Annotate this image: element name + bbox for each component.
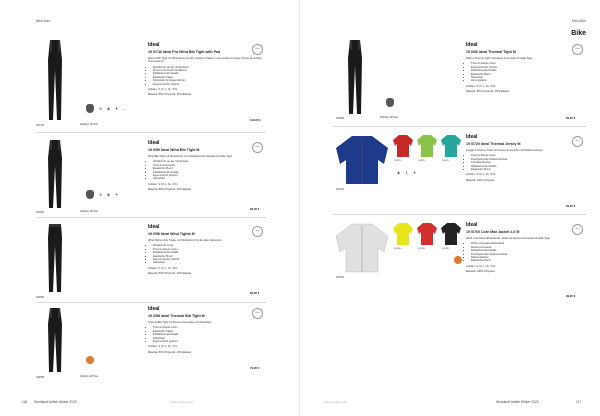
- product-description: Wind- und wasserabweisende Jacke mit Fleece-Innenseite für kalte Tage.: [466, 237, 551, 240]
- product-brand: Ideal: [466, 134, 478, 140]
- feature-item: • Ergonomisch geformt: [153, 340, 266, 343]
- product-name: 19 0/746 Ideal Pro Wind Bib Tight with Pad: [148, 50, 221, 54]
- feature-item: • Thermo-Fleece innen: [153, 326, 266, 329]
- feature-item: • Elastische Träger: [153, 76, 266, 79]
- feature-item: • Wind- und wasserabweisend: [471, 242, 570, 245]
- divider: [332, 126, 586, 127]
- feature-item: • Thermo-Innenseite: [153, 164, 266, 167]
- stretch-icon: ↔: [122, 106, 127, 111]
- feature-item: • Windschutz an der Vorderseite: [153, 66, 266, 69]
- image-label-7: 190760: [336, 276, 344, 279]
- feature-item: • Reflektierende Details: [471, 249, 570, 252]
- product-name: 19 0/760 Core Max Jacket 2.0 M: [466, 230, 520, 234]
- color-label: 190720: [394, 160, 402, 162]
- feature-item: • Rückentaschen: [471, 256, 570, 259]
- product-sizes: Größen: S, M, L, XL, XXL: [148, 182, 178, 186]
- jacket-color-black: [440, 222, 462, 246]
- feature-item: • Elastischer Bund: [471, 73, 570, 76]
- product-block-6: [466, 134, 570, 182]
- pad-label-2: Padding: GP Pad: [80, 211, 98, 213]
- feature-item: • Sitzpolster: [153, 261, 266, 264]
- jersey-color-red: [392, 134, 414, 158]
- feature-item: • Elastische Träger: [153, 330, 266, 333]
- feature-icons-2: [98, 192, 119, 197]
- feature-item: • Thermo-Fleece innen: [153, 248, 266, 251]
- product-name: 19 0/58 Ideal Thermal Bib Tight M: [148, 314, 205, 318]
- product-material: Material: 80% Polyamid, 20% Elastan: [148, 272, 192, 276]
- product-brand: Ideal: [148, 306, 160, 312]
- brand-badge-icon: Ideal: [252, 44, 263, 55]
- tight-image-5: [344, 40, 366, 116]
- product-sizes: Größen: S, M, L, XL, XXL: [466, 173, 496, 177]
- brand-badge-icon: Ideal: [252, 142, 263, 153]
- product-description: Wind-Tights ohne Träger mit Windschutz für die kalte Jahreszeit.: [148, 239, 223, 242]
- product-price: 89,95 €: [250, 291, 260, 295]
- product-description: Warme Thermo-Tight mit Fleece-Innenseite für kalte Tage.: [466, 57, 533, 60]
- tight-image-3: [44, 224, 66, 294]
- product-name: 19 0/720 Ideal Thermal Jersey M: [466, 142, 521, 146]
- product-price: 69,95 €: [566, 116, 576, 120]
- product-price: 119,95 €: [250, 118, 261, 122]
- brand-badge-icon: Ideal: [252, 308, 263, 319]
- feature-item: • Sitzpolster für lange Fahrten: [153, 79, 266, 82]
- product-name: 19 0/56 Ideal Thermal Tight M: [466, 50, 516, 54]
- product-brand: Ideal: [148, 224, 160, 230]
- wind-icon: ≋: [98, 192, 103, 197]
- feature-item: • Ergonomisch geformt: [153, 174, 266, 177]
- jersey-color-teal: [440, 134, 462, 158]
- feature-item: • Ergonomischer Schnitt: [471, 66, 570, 69]
- feature-list: [466, 62, 570, 82]
- section-title: Bike: [571, 30, 586, 37]
- feature-item: • 3 Rückentaschen: [471, 161, 570, 164]
- product-material: Material: 100% Polyester: [466, 178, 495, 182]
- color-label: 190762: [442, 248, 450, 250]
- feature-list: [466, 154, 570, 171]
- product-sizes: Größen: S, M, L, XL, XXL: [466, 264, 496, 268]
- feature-item: • Reflektierende Details: [153, 171, 266, 174]
- feature-item: • Ergonomischer Schnitt: [153, 258, 266, 261]
- jersey-color-green: [416, 134, 438, 158]
- pad-icon: [86, 356, 94, 364]
- right-page-footer: Worldsurf Artikel Winter 2023: [496, 400, 539, 404]
- pad-label-1: Padding: GP Pad: [80, 124, 98, 126]
- right-page-footer-note: Preise in Euro inkl.: [324, 400, 348, 404]
- product-brand: Ideal: [148, 140, 160, 146]
- feature-item: • Reflektierende Details: [153, 251, 266, 254]
- feature-item: • Sitzpolster: [471, 76, 570, 79]
- image-label-1: 190746: [36, 124, 44, 127]
- feature-item: • Elastischer Bund: [153, 255, 266, 258]
- feature-badge-icon: [454, 256, 462, 264]
- brand-badge-icon: Ideal: [572, 136, 583, 147]
- bib-tight-image-4: [44, 308, 66, 374]
- product-block-2: [148, 140, 266, 191]
- left-page-footer: Worldsurf Artikel Winter 2023: [34, 400, 77, 404]
- color-label: 190760: [394, 248, 402, 250]
- product-material: Material: 85% Polyamid, 15% Elastan: [466, 90, 510, 94]
- product-description: Wind-Bib-Tight mit Windschutz und reflektierenden Details für kühle Tage.: [148, 155, 233, 158]
- left-page-footer-note: Preise in Euro inkl.: [170, 400, 194, 404]
- product-price: 99,95 €: [250, 207, 260, 211]
- color-label: 190722: [442, 160, 450, 162]
- right-page-number: 117: [576, 400, 582, 404]
- image-label-6: 190720: [336, 188, 344, 191]
- image-label-4: 190058: [36, 376, 44, 379]
- product-material: Material: 100% Polyester: [466, 270, 495, 274]
- pad-icon: [86, 104, 94, 113]
- product-block-4: [148, 306, 266, 354]
- bib-tight-image-1: [44, 40, 66, 122]
- feature-item: • Thermo-Fleece innen: [471, 154, 570, 157]
- feature-list: [466, 242, 570, 262]
- divider: [36, 132, 266, 133]
- product-material: Material: 85% Polyamid, 15% Elastan: [148, 93, 192, 97]
- product-block-1: [148, 42, 266, 97]
- pad-icon: [86, 190, 94, 199]
- jacket-image-main: [334, 222, 390, 274]
- feature-item: • Sitzpolster: [153, 177, 266, 180]
- pad-label-5: Padding: GP Pad: [380, 117, 398, 119]
- brand-badge-icon: Ideal: [252, 226, 263, 237]
- jersey-image-main: [334, 134, 390, 186]
- product-name: 19 0/50 Ideal Wind Bib Tight M: [148, 148, 200, 152]
- product-block-5: [466, 42, 570, 93]
- jacket-color-yellow: [392, 222, 414, 246]
- feature-list: [148, 326, 266, 343]
- product-brand: Ideal: [148, 42, 160, 48]
- feature-icons-1: [98, 106, 127, 111]
- divider: [332, 214, 586, 215]
- left-page-number: 116: [22, 400, 28, 404]
- feature-item: • Fleece-Innenseite: [471, 246, 570, 249]
- feature-item: • Reflektierende Details: [153, 72, 266, 75]
- product-price: 59,95 €: [566, 204, 576, 208]
- thermo-icon: ◈: [106, 106, 111, 111]
- feature-item: • Windschutz vorne: [153, 244, 266, 247]
- product-material: Material: 80% Polyamid, 20% Elastan: [148, 350, 192, 354]
- reflect-icon: ✦: [114, 192, 119, 197]
- right-page-header: Man Bike: [571, 19, 586, 23]
- feature-item: • Durchgehender Reißverschluss: [471, 158, 570, 161]
- divider: [36, 217, 266, 218]
- feature-item: • Elastischer Bund: [471, 168, 570, 171]
- reflect-icon: ✦: [412, 170, 417, 175]
- pad-label-4: Padding: GP Pad: [80, 376, 98, 378]
- right-page: [300, 0, 600, 416]
- product-brand: Ideal: [466, 222, 478, 228]
- product-brand: Ideal: [466, 42, 478, 48]
- feature-item: • Atmungsaktiv: [471, 79, 570, 82]
- product-description: Warme Bib-Tight mit Windschutz an den vorderen Partien, Innenpolster für lange Touren bei kühlen Temperaturen.: [148, 57, 262, 64]
- feature-icons-6: [396, 170, 417, 175]
- image-label-5: 190056: [336, 117, 344, 120]
- product-price: 79,95 €: [250, 366, 260, 370]
- feature-item: • Ergonomischer Schnitt: [153, 83, 266, 86]
- product-block-3: [148, 224, 266, 275]
- reflect-icon: ✦: [114, 106, 119, 111]
- wind-icon: ≋: [98, 106, 103, 111]
- product-name: 19 0/56 Ideal Wind Tights M: [148, 232, 195, 236]
- feature-item: • Reflektierende Details: [471, 165, 570, 168]
- feature-item: • Elastischer Bund: [471, 259, 570, 262]
- pad-icon: [386, 98, 394, 107]
- feature-item: • Sitzpolster: [153, 337, 266, 340]
- product-sizes: Größen: S, M, L, XL, XXL: [466, 84, 496, 88]
- bib-tight-image-2: [44, 140, 66, 210]
- image-label-3: 190056: [36, 296, 44, 299]
- divider: [36, 302, 266, 303]
- brand-badge-icon: Ideal: [572, 44, 583, 55]
- product-description: Thermo-Bib-Tight mit Fleece-Innenseite und Sitzpolster.: [148, 321, 213, 324]
- product-block-7: [466, 222, 570, 273]
- feature-list: [148, 160, 266, 180]
- product-sizes: Größen: S, M, L, XL, XXL: [148, 345, 178, 349]
- color-label: 190721: [418, 160, 426, 162]
- feature-list: [148, 244, 266, 264]
- color-label: 190761: [418, 248, 426, 250]
- brand-badge-icon: Ideal: [572, 224, 583, 235]
- thermo-icon: ◈: [106, 192, 111, 197]
- zip-icon: ⇕: [404, 170, 409, 175]
- feature-item: • Reflektierende Details: [153, 333, 266, 336]
- feature-item: • Fleece-Innenseite für Wärme: [153, 69, 266, 72]
- jacket-color-red: [416, 222, 438, 246]
- feature-item: • Windschutz an der Vorderseite: [153, 160, 266, 163]
- feature-item: • Durchgehender Reißverschluss: [471, 253, 570, 256]
- left-page-header: Bike Man: [36, 19, 51, 23]
- feature-item: • Elastischer Bund: [153, 167, 266, 170]
- feature-item: • Thermo-Fleece innen: [471, 62, 570, 65]
- product-price: 99,95 €: [566, 294, 576, 298]
- product-material: Material: 80% Polyamid, 20% Elastan: [148, 188, 192, 192]
- product-sizes: Größen: S, M, L, XL, XXL: [148, 88, 178, 92]
- feature-list: [148, 66, 266, 86]
- product-description: Langarm-Thermo-Trikot mit Fleece-Innenseite und Reißverschluss.: [466, 149, 544, 152]
- image-label-2: 190050: [36, 211, 44, 214]
- feature-item: • Reflektierende Details: [471, 69, 570, 72]
- product-sizes: Größen: S, M, L, XL, XXL: [148, 266, 178, 270]
- thermo-icon: ◈: [396, 170, 401, 175]
